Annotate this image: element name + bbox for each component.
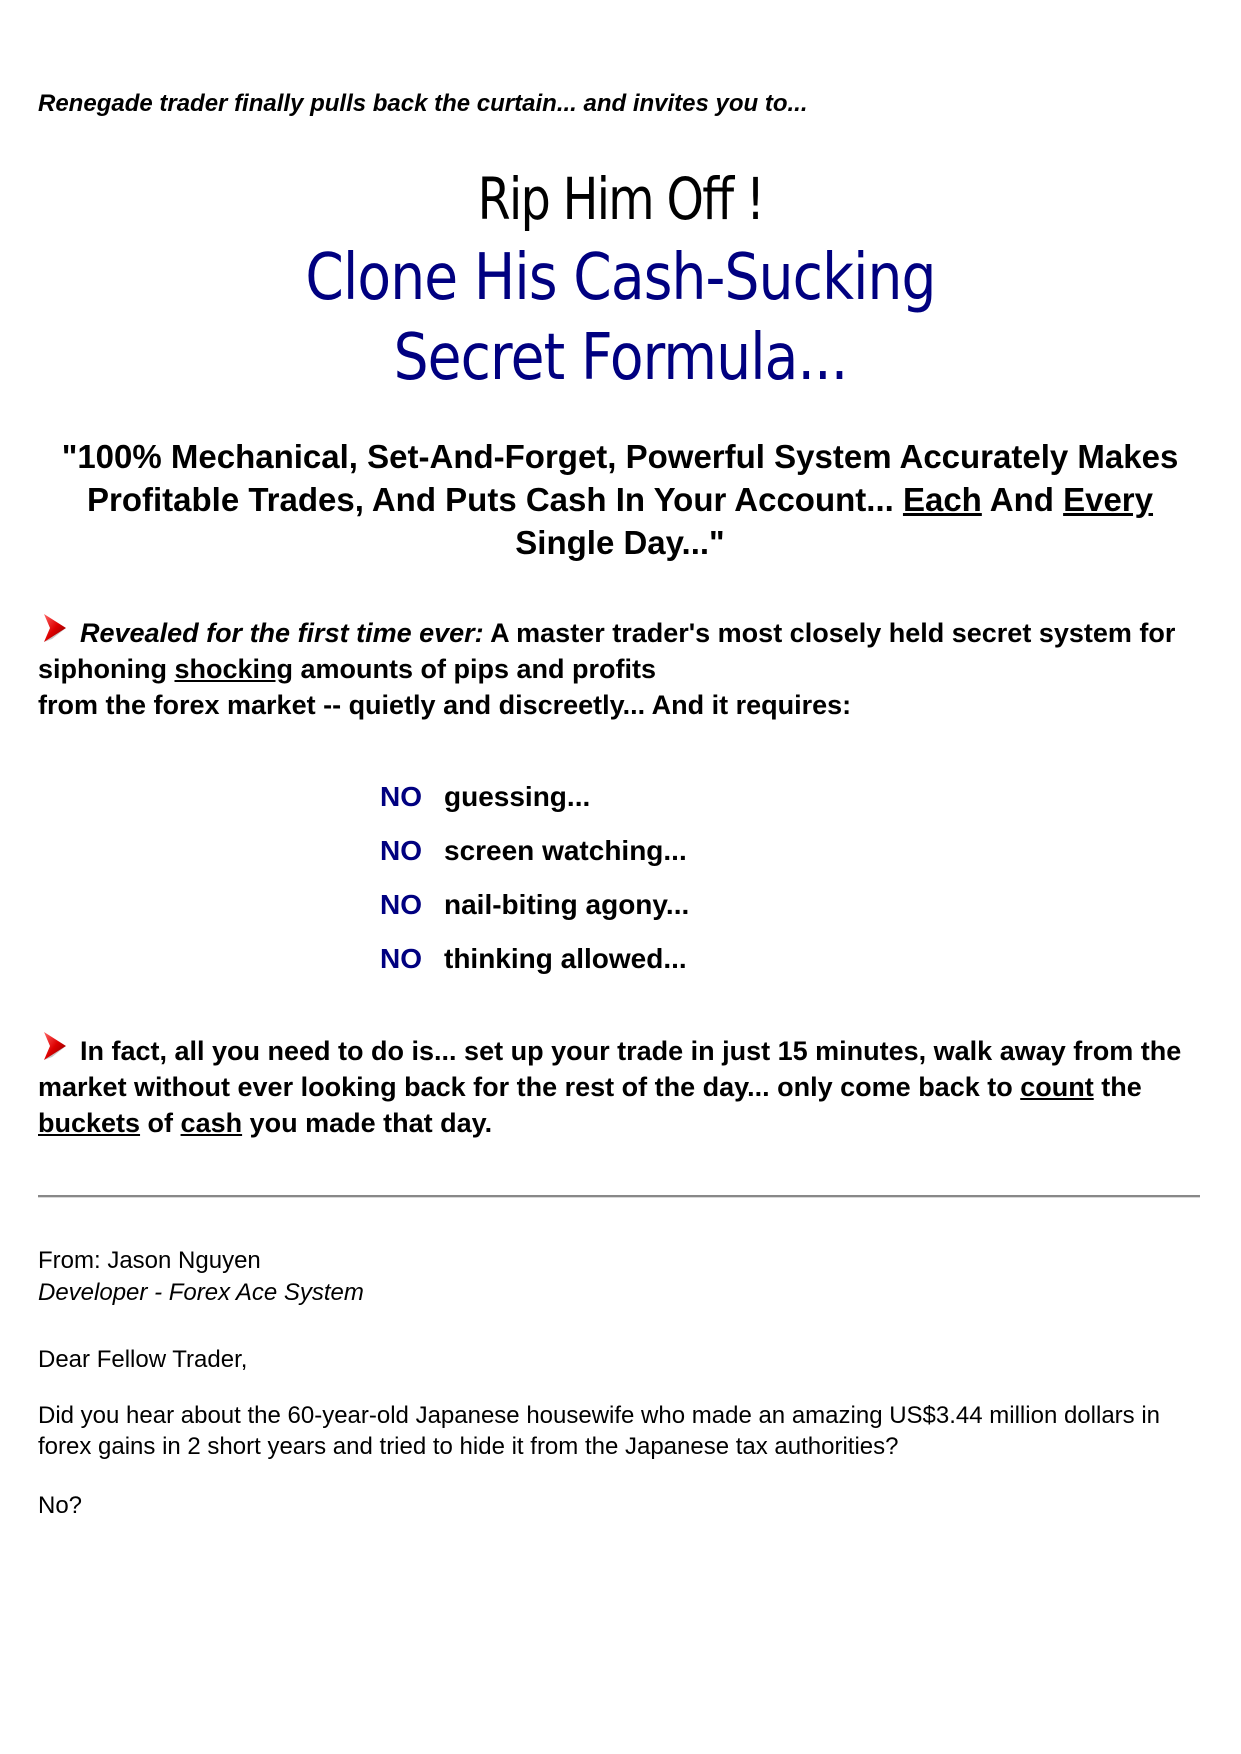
headline-line-2: Clone His Cash-Sucking [305, 241, 936, 315]
subheadline-quote [40, 435, 1200, 564]
infact-buckets: buckets [38, 1108, 141, 1138]
requirements-list [380, 770, 689, 986]
no-label: NO [380, 835, 422, 866]
in-fact-paragraph [38, 1030, 1208, 1141]
red-arrow-bullet-icon [38, 612, 74, 644]
infact-text-2: you made that day. [242, 1108, 493, 1138]
no-question: No? [38, 1492, 83, 1519]
quote-part-1: "100% Mechanical, Set-And-Forget, Powerful System Accurately Makes Profitable Trades, And Puts Cash In Your Account... [61, 438, 1179, 518]
author-name: From: Jason Nguyen [38, 1247, 261, 1274]
greeting: Dear Fellow Trader, [38, 1346, 248, 1373]
list-item-text: screen watching... [444, 835, 687, 866]
revealed-paragraph [38, 612, 1208, 723]
headline-line-1: Rip Him Off ! [477, 165, 764, 233]
infact-cash: cash [180, 1108, 243, 1138]
no-label: NO [380, 889, 422, 920]
revealed-text-1: A master trader's most closely held secret system for siphoning [38, 618, 1176, 684]
story-paragraph: Did you hear about the 60-year-old Japanese housewife who made an amazing US$3.44 million dollars in forex gains in 2 short years and tried to hide it from the Japanese tax authorities? [38, 1402, 1160, 1460]
horizontal-divider [38, 1195, 1200, 1198]
red-arrow-bullet-icon [38, 1030, 74, 1062]
author-role: Developer - Forex Ace System [38, 1279, 364, 1306]
quote-part-3: Single Day..." [515, 524, 725, 561]
headline [0, 160, 1241, 398]
revealed-shocking: shocking [174, 654, 294, 684]
list-item [380, 932, 689, 986]
infact-count: count [1020, 1072, 1094, 1102]
no-label: NO [380, 781, 422, 812]
no-label: NO [380, 943, 422, 974]
list-item-text: guessing... [444, 781, 591, 812]
quote-each: Each [902, 481, 982, 518]
list-item-text: thinking allowed... [444, 943, 687, 974]
list-item [380, 770, 689, 824]
revealed-text-2: amounts of pips and profits [293, 654, 657, 684]
revealed-lead: Revealed for the first time ever: [80, 618, 484, 648]
infact-text-1: In fact, all you need to do is... set up your trade in just 15 minutes, walk away from the market without ever looking back for the rest of the day... only come back to [38, 1036, 1182, 1102]
from-block [38, 1245, 364, 1309]
quote-part-2: And [981, 481, 1064, 518]
headline-line-3: Secret Formula... [393, 321, 848, 395]
revealed-text-3: from the forex market -- quietly and discreetly... And it requires: [38, 690, 852, 720]
list-item [380, 878, 689, 932]
quote-every: Every [1063, 481, 1154, 518]
list-item [380, 824, 689, 878]
kicker-text: Renegade trader finally pulls back the curtain... and invites you to... [38, 90, 808, 117]
list-item-text: nail-biting agony... [444, 889, 690, 920]
infact-of: of [140, 1108, 181, 1138]
infact-the: the [1093, 1072, 1142, 1102]
